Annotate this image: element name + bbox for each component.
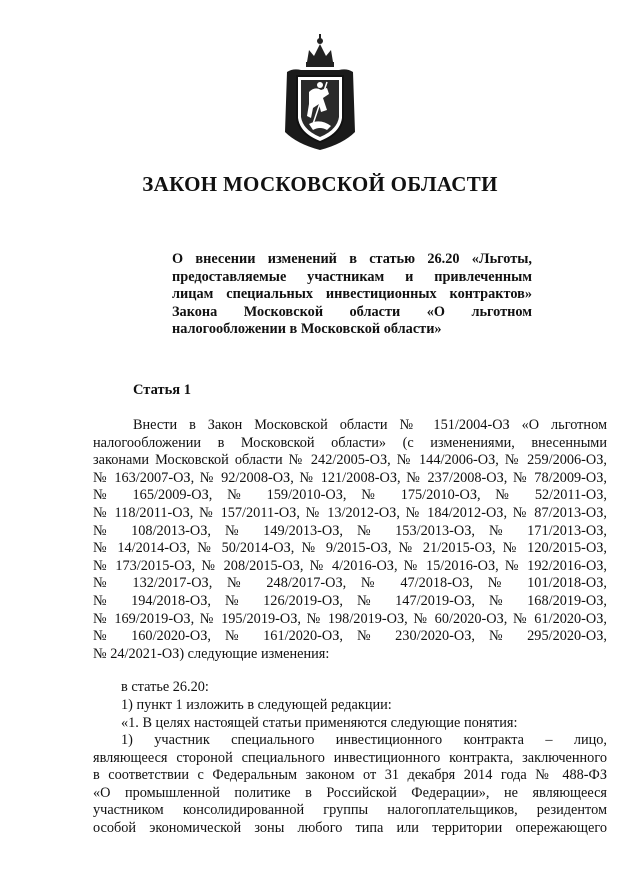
subtitle-line: лицам специальных инвестиционных контрактов» xyxy=(172,286,532,303)
paragraph-line: № 165/2009-ОЗ, № 159/2010-ОЗ, № 175/2010-ОЗ, № 52/2011-ОЗ, xyxy=(93,487,607,504)
subtitle-line: налогообложении в Московской области» xyxy=(172,321,442,338)
item-line: 1) участник специального инвестиционного контракта – лицо, xyxy=(121,732,607,749)
item-line: «О промышленной политике в Российской Федерации», не являющееся xyxy=(93,784,607,801)
item-line: являющееся стороной специального инвестиционного контракта, заключенного xyxy=(93,749,607,766)
subtitle-line: предоставляемые участникам и привлеченным xyxy=(172,268,532,285)
paragraph-line: № 169/2019-ОЗ, № 195/2019-ОЗ, № 198/2019-ОЗ, № 60/2020-ОЗ, № 61/2020-ОЗ, xyxy=(93,610,607,627)
paragraph-line: № 24/2021-ОЗ) следующие изменения: xyxy=(93,645,330,662)
paragraph-line: законами Московской области № 242/2005-ОЗ, № 144/2006-ОЗ, № 259/2006-ОЗ, xyxy=(93,452,607,469)
moscow-region-coat-of-arms-icon xyxy=(283,32,357,152)
amend-line: 1) пункт 1 изложить в следующей редакции: xyxy=(121,696,392,713)
paragraph-line: налогообложении в Московской области» (с изменениями, внесенными xyxy=(93,434,607,451)
paragraph-line: № 108/2013-ОЗ, № 149/2013-ОЗ, № 153/2013-ОЗ, № 171/2013-ОЗ, xyxy=(93,522,607,539)
item-line: особой экономической зоны любого типа или территории опережающего xyxy=(93,820,607,837)
item-line: участником консолидированной группы налогоплательщиков, резидентом xyxy=(93,802,607,819)
subtitle-line: Закона Московской области «О льготном xyxy=(172,303,532,320)
paragraph-line: № 173/2015-ОЗ, № 208/2015-ОЗ, № 4/2016-ОЗ, № 15/2016-ОЗ, № 192/2016-ОЗ, xyxy=(93,557,607,574)
item-line: в соответствии с Федеральным законом от 31 декабря 2014 года № 488-ФЗ xyxy=(93,767,607,784)
paragraph-line: № 118/2011-ОЗ, № 157/2011-ОЗ, № 13/2012-ОЗ, № 184/2012-ОЗ, № 87/2013-ОЗ, xyxy=(93,504,607,521)
paragraph-line: Внести в Закон Московской области № 151/2004-ОЗ «О льготном xyxy=(133,417,607,433)
paragraph-line: № 163/2007-ОЗ, № 92/2008-ОЗ, № 121/2008-ОЗ, № 237/2008-ОЗ, № 78/2009-ОЗ, xyxy=(93,469,607,486)
paragraph-line: № 14/2014-ОЗ, № 50/2014-ОЗ, № 9/2015-ОЗ, № 21/2015-ОЗ, № 120/2015-ОЗ, xyxy=(93,540,607,557)
paragraph-line: № 132/2017-ОЗ, № 248/2017-ОЗ, № 47/2018-ОЗ, № 101/2018-ОЗ, xyxy=(93,575,607,592)
subtitle-line: О внесении изменений в статью 26.20 «Льготы, xyxy=(172,251,532,267)
paragraph-line: № 160/2020-ОЗ, № 161/2020-ОЗ, № 230/2020-ОЗ, № 295/2020-ОЗ, xyxy=(93,628,607,645)
article-body xyxy=(93,417,607,838)
paragraph-line: № 194/2018-ОЗ, № 126/2019-ОЗ, № 147/2019-ОЗ, № 168/2019-ОЗ, xyxy=(93,592,607,609)
amend-line: в статье 26.20: xyxy=(121,679,209,696)
article-heading: Статья 1 xyxy=(133,382,191,398)
document-title: ЗАКОН МОСКОВСКОЙ ОБЛАСТИ xyxy=(142,172,498,196)
amend-line: «1. В целях настоящей статьи применяются следующие понятия: xyxy=(121,714,518,731)
law-subtitle xyxy=(172,250,532,338)
